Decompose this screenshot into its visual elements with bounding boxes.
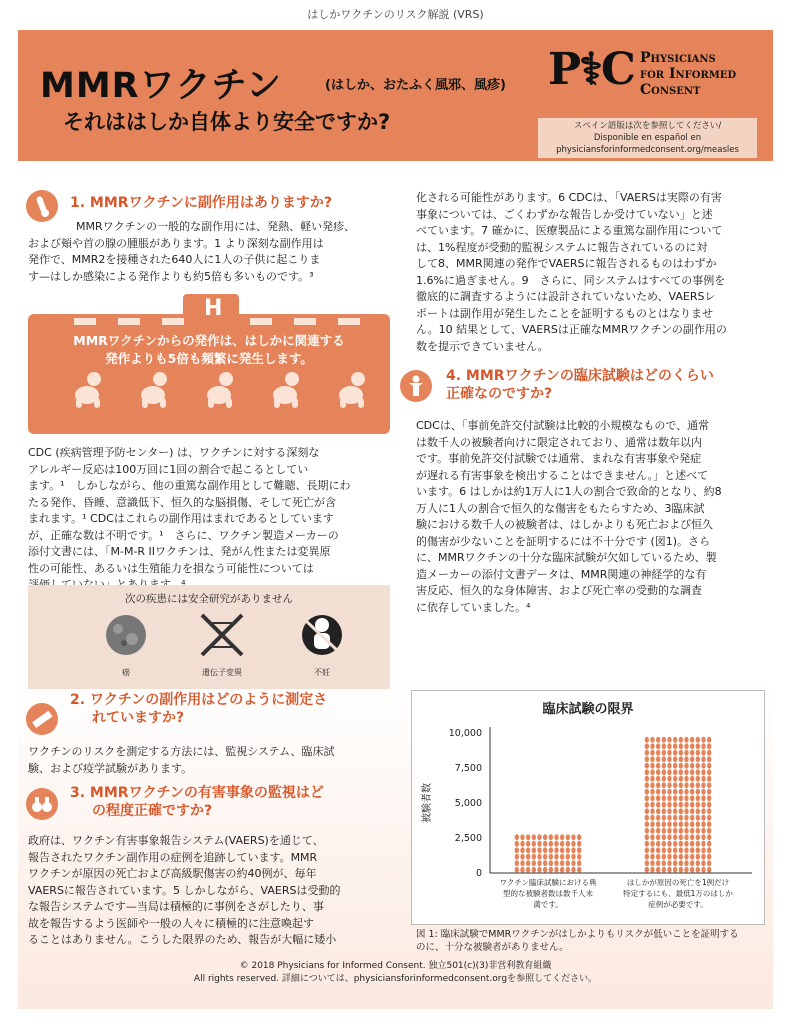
s2-heading-line-2: れていますか? [92, 710, 185, 726]
logo-text [640, 50, 736, 98]
chart-bar [645, 737, 712, 873]
chart-y-tick-label: 0 [475, 868, 482, 879]
s3-body-line: ワクチンが原因の死亡および高級駅傷害の約40例が、毎年 [28, 867, 317, 880]
page-subtitle: それははしか自体より安全ですか? [63, 110, 391, 134]
s4-body-line: 造メーカーの添付文書データは、MMR関連の神経学的な有 [416, 567, 707, 581]
chart-category-label: 満です。 [533, 900, 563, 909]
right-col-line: ん。10 結果として、VAERSは正確なMMRワクチンの副作用の [416, 323, 727, 336]
section-4-heading [446, 367, 766, 403]
s3-body-line: ることはありません。こうした限界のため、報告が大幅に矮小 [28, 933, 337, 946]
footer-line-2: All rights reserved. 詳細については、physiciansforinformedconsent.orgを参照してください。 [193, 974, 598, 984]
safety-item-cancer: 癌 [122, 668, 130, 677]
clinical-trial-chart [411, 690, 765, 925]
s2-body-line: 験、および疫学試験があります。 [28, 761, 193, 775]
footer [0, 960, 791, 986]
chart-category-label: 特定するにも、最低1万のはしか [623, 889, 733, 898]
s1-body-line: CDC (疾病管理予防センター) は、ワクチンに対する深刻な [28, 446, 320, 459]
chart-y-tick-label: 5,000 [454, 798, 482, 809]
right-col-line: して8、MMR関連の発作でVAERSに報告されるものはわずか [416, 257, 717, 270]
chart-category-label: ワクチン臨床試験における典 [499, 878, 597, 887]
right-col-line: 1.6%に過ぎません。9 さらに、同システムはすべての事例を [416, 273, 726, 287]
chart-y-label: 被験者数 [422, 783, 433, 823]
section-2-body [28, 744, 393, 777]
s1-body-line: まれます。¹ CDCはこれらの副作用はまれであるとしています [28, 512, 334, 525]
s1-body-line: たる発作、昏睡、意識低下、恒久的な脳損傷、そして死亡が含 [28, 495, 336, 509]
binoculars-icon [26, 788, 58, 820]
s4-body-line: 万人に1人の割合で恒久的な傷害をもたらすため、3臨床試 [416, 501, 705, 515]
infertility-icon [296, 611, 348, 659]
pic-logo-mark: P⚕C [548, 44, 634, 95]
section-3-body [28, 833, 393, 949]
caption-line-2: のに、十分な被験者がありません。 [416, 942, 569, 953]
chart-y-tick-label: 2,500 [454, 833, 482, 844]
s3-heading-line-2: の程度正確ですか? [92, 803, 213, 819]
right-col-line: 徹底的に調査するようには設計されていないため、VAERSレ [416, 290, 716, 303]
right-col-line: 化される可能性があります。6 CDCは、「VAERSは実際の有害 [416, 191, 722, 204]
s4-body-line: に依存していました。⁴ [416, 600, 531, 614]
section-3-heading [70, 784, 390, 820]
s1-body-line: 添付文書には、「M-M-R IIワクチンは、発がん性または変異原 [28, 545, 331, 558]
s3-body-line: VAERSに報告されています。5 しかしながら、VAERSは受動的 [28, 883, 341, 897]
banner-dash [338, 318, 360, 325]
lang-line-2: Disponible en español en [593, 133, 702, 143]
section-1-heading: 1. MMRワクチンに副作用はありますか? [70, 195, 332, 211]
right-col-line: 事象については、ごくわずかな報告しか受けていない」と述 [416, 207, 713, 221]
pic-logo-icon [548, 44, 634, 95]
lang-line-1: スペイン語版は次を参照してください/ [573, 121, 722, 131]
section-2-heading [70, 691, 390, 727]
banner-dash [294, 318, 316, 325]
banner-dash [250, 318, 272, 325]
cancer-cell-icon [100, 611, 152, 659]
title-parenthetical: (はしか、おたふく風邪、風疹) [325, 78, 506, 93]
section-1-intro [28, 219, 390, 285]
baby-icon [334, 370, 374, 410]
section-4-body [416, 418, 766, 616]
caption-line-1: 図 1: 臨床試験でMMRワクチンがはしかよりもリスクが低いことを証明する [416, 929, 739, 940]
s4-body-line: CDCは、「事前免許交付試験は比較的小規模なもので、通常 [416, 419, 710, 432]
s4-heading-line-1: 4. MMRワクチンの臨床試験はどのくらい [446, 368, 714, 384]
s4-body-line: います。6 はしかは約1万人に1人の割合で致命的となり、約8 [416, 485, 722, 498]
baby-icon [268, 370, 308, 410]
s4-heading-line-2: 正確なのですか? [446, 386, 553, 402]
page-title: MMRワクチン [40, 66, 282, 106]
right-col-line: べています。7 確かに、医療製品による重篤な副作用について [416, 224, 723, 237]
s3-heading-line-1: 3. MMRワクチンの有害事象の監視はど [70, 785, 324, 801]
s4-body-line: が遅れる有害事象を検出することはできません。」と述べて [416, 468, 709, 482]
chart-y-tick-label: 7,500 [454, 763, 482, 774]
banner-dash [162, 318, 184, 325]
ruler-icon [26, 703, 58, 735]
baby-icon [202, 370, 242, 410]
s3-body-line: 故を報告するよう医師や一般の人々に積極的に注意喚起す [28, 916, 314, 930]
safety-box-title: 次の疾患には安全研究がありません [125, 593, 293, 605]
chart-svg [412, 691, 764, 924]
spanish-version-box [538, 118, 757, 158]
s1-line-3: 発作で、MMR2を接種された640人に1人の子供に起こりま [28, 253, 321, 266]
s1-body-line: が、正確な数は不明です。¹ さらに、ワクチン製造メーカーの [28, 528, 339, 542]
s4-body-line: 的傷害が少ないことを証明するには不十分です (図1)。さら [416, 534, 711, 548]
s4-body-line: に、MMRワクチンの十分な臨床試験が欠如しているため、製 [416, 551, 717, 564]
chart-category-label: はしかが原因の死亡を1例だけ [626, 878, 730, 887]
banner-line-2: 発作よりも5倍も頻繁に発生します。 [105, 351, 313, 366]
safety-item-genetic-mutation: 遺伝子変異 [202, 668, 242, 677]
s4-body-line: です。事前免許交付試験では通常、まれな有害事象や発症 [416, 452, 702, 465]
chart-title: 臨床試験の限界 [542, 702, 634, 717]
s3-body-line: な報告システムです—当局は積極的に事例をさがしたり、事 [28, 900, 324, 913]
s3-body-line: 政府は、ワクチン有害事象報告システム(VAERS)を通じて、 [28, 834, 324, 847]
right-col-line: 数を提示できていません。 [416, 339, 549, 353]
banner-dash [118, 318, 140, 325]
chart-y-tick-label: 10,000 [448, 728, 482, 739]
document-top-label: はしかワクチンのリスク解説 (VRS) [307, 8, 484, 21]
s1-line-1: MMRワクチンの一般的な副作用には、発熱、軽い発疹、 [76, 220, 356, 233]
safety-item-infertility: 不妊 [314, 668, 330, 677]
logo-line-2: for Informed [640, 66, 737, 82]
s4-body-line: 験における数千人の被験者は、はしかよりも死亡および恒久 [416, 518, 713, 531]
dna-icon [196, 611, 248, 659]
footer-line-1: © 2018 Physicians for Informed Consent. 独立501(c)(3)非営利教育組織 [239, 961, 552, 971]
banner-dash [74, 318, 96, 325]
chart-category-label: 型的な被験者数は数千人未 [503, 889, 593, 898]
section-1-body [28, 445, 393, 594]
chart-category-label: 症例が必要です。 [648, 900, 708, 909]
spanish-version-link[interactable]: physiciansforinformedconsent.org/measles [556, 145, 739, 155]
s1-line-4: す—はしか感染による発作よりも約5倍も多いものです。³ [28, 269, 314, 283]
logo-line-3: Consent [640, 82, 701, 98]
s1-body-line: 性の可能性、あるいは生殖能力を損なう可能性については [28, 561, 314, 575]
thermometer-icon [26, 190, 58, 222]
figure-caption [416, 928, 766, 954]
right-col-line: ポートは副作用が発生したことを証明するものとはなりませ [416, 306, 713, 320]
s1-body-line: アレルギー反応は100万回に1回の割合で起こるとしてい [28, 462, 309, 476]
chart-bar [515, 834, 582, 873]
person-icon [400, 370, 432, 402]
s2-body-line: ワクチンのリスクを測定する方法には、監視システム、臨床試 [28, 745, 335, 758]
s4-body-line: 害反応、恒久的な身体障害、および死亡率の受動的な調査 [416, 584, 702, 597]
right-col-line: は、1%程度が受動的監視システムに報告されているのに対 [416, 240, 708, 254]
hospital-h-icon: H [204, 296, 223, 321]
header-banner [18, 30, 773, 161]
s2-heading-line-1: 2. ワクチンの副作用はどのように測定さ [70, 692, 328, 708]
banner-text [48, 332, 370, 368]
logo-line-1: Physicians [640, 50, 716, 66]
document-page [18, 30, 773, 1009]
s4-body-line: は数千人の被験者向けに限定されており、通常は数年以内 [416, 435, 702, 449]
s3-body-line: 報告されたワクチン副作用の症例を追跡しています。MMR [28, 850, 318, 864]
right-column-body [416, 190, 766, 355]
s1-body-line: ます。¹ しかしながら、他の重篤な副作用として難聴、長期にわ [28, 479, 351, 492]
no-safety-studies-box [28, 585, 390, 689]
banner-line-1: MMRワクチンからの発作は、はしかに関連する [73, 333, 345, 348]
baby-icon [70, 370, 110, 410]
baby-icon [136, 370, 176, 410]
s1-line-2: および頬や首の腺の腫脹があります。1 より深刻な副作用は [28, 236, 324, 250]
